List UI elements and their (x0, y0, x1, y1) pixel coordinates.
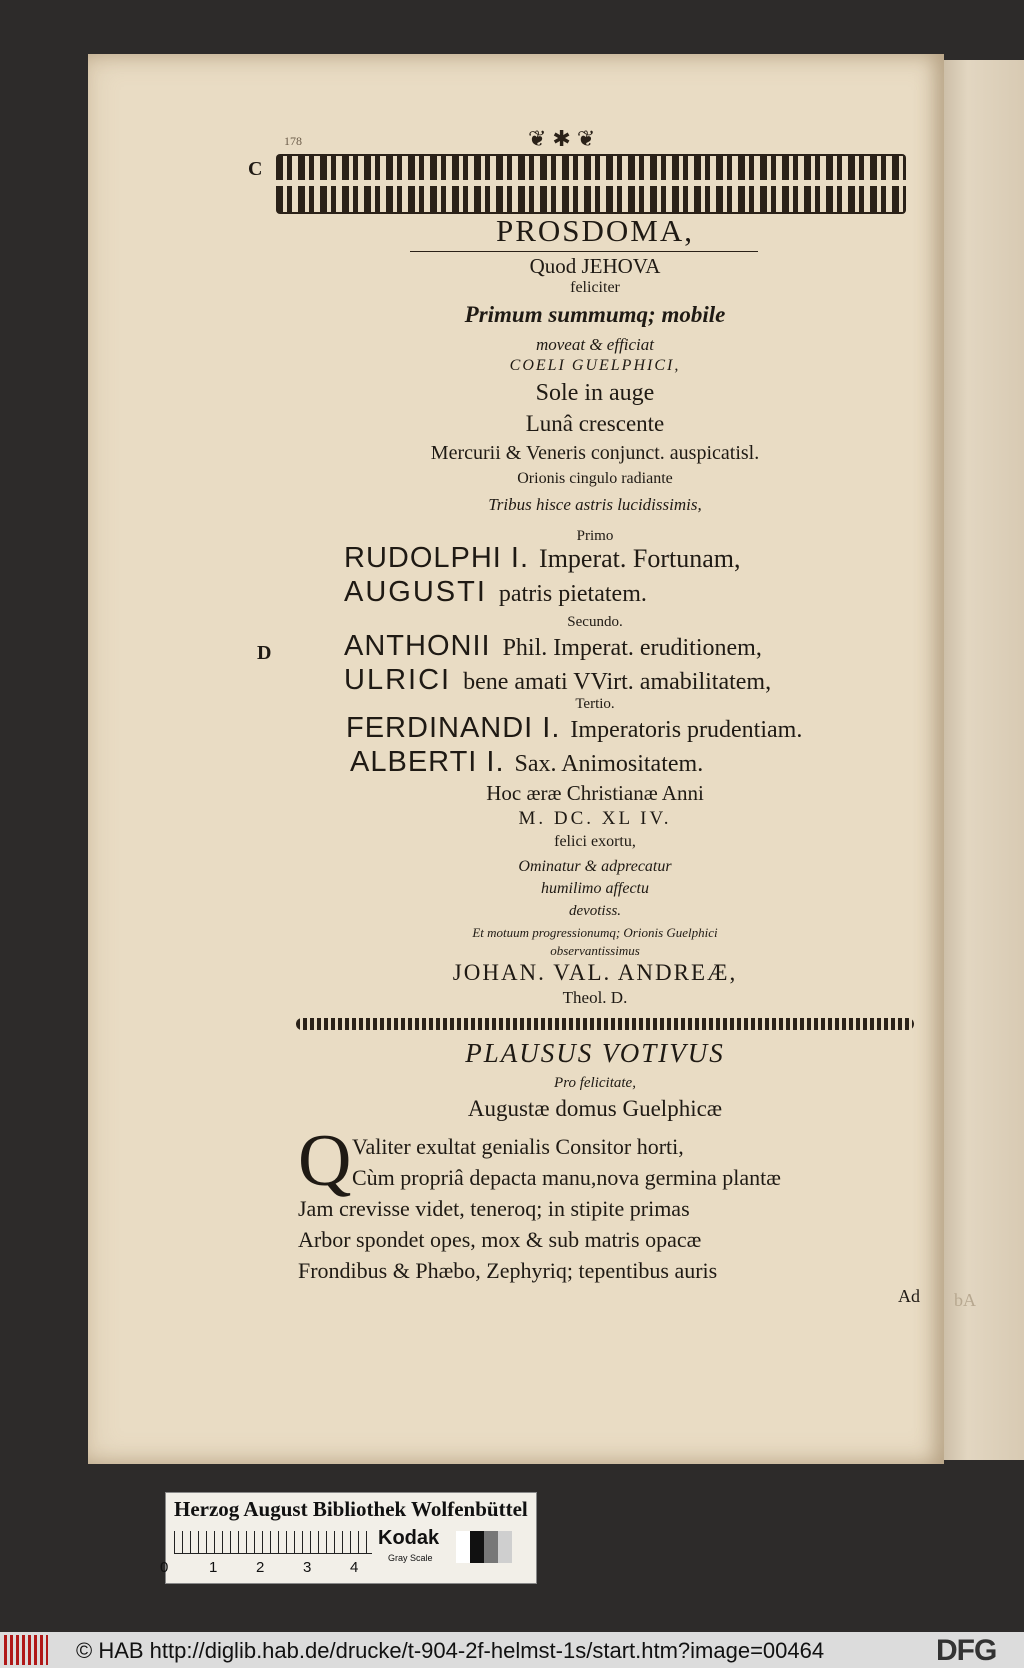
library-label (160, 1492, 537, 1584)
ornamental-rule (296, 1018, 914, 1030)
honoree-name: RUDOLPHI I. (344, 542, 530, 574)
poem-line-5: Frondibus & Phæbo, Zephyriq; tepentibus auris (298, 1258, 718, 1283)
honoree-virtue: Sax. Animositatem. (514, 751, 704, 777)
catchword: Ad (898, 1286, 920, 1306)
honoree-line-ulrici (344, 664, 771, 697)
poem-line-2: Cùm propriâ depacta manu,nova germina plantæ (352, 1165, 781, 1190)
plausus-subtitle-domus: Augustæ domus Guelphicæ (467, 1096, 723, 1121)
hab-barcode-logo-icon (4, 1635, 48, 1665)
primo-label: Primo (576, 528, 614, 544)
honoree-line-alberti (350, 746, 703, 779)
honoree-name: FERDINANDI I. (346, 712, 561, 744)
closing-line-humilimo: humilimo affectu (541, 880, 649, 897)
dfg-logo: DFG (936, 1634, 997, 1667)
gray-swatch-white (456, 1531, 470, 1563)
poem-line-1: Valiter exultat genialis Consitor horti, (352, 1134, 684, 1159)
author-title: Theol. D. (562, 988, 628, 1007)
facing-page-edge (944, 60, 1024, 1460)
ruler-number: 0 (160, 1559, 169, 1576)
headpiece-ornament-icon: ❦✱❦ (528, 126, 602, 151)
closing-line-motuum: Et motuum progressionumq; Orionis Guelphici (472, 925, 718, 940)
plausus-subtitle-pro: Pro felicitate, (554, 1075, 636, 1091)
ruler-number: 4 (350, 1559, 359, 1576)
facing-page-ghost-text: bA (954, 1290, 976, 1310)
closing-line-hoc: Hoc æræ Christianæ Anni (486, 781, 704, 805)
honoree-virtue: Imperat. Fortunam, (539, 544, 741, 573)
honoree-name: ALBERTI I. (350, 746, 505, 778)
honoree-line-anthonii (344, 630, 762, 663)
honoree-line-ferdinandi (346, 712, 802, 745)
honoree-virtue: Phil. Imperat. eruditionem, (502, 635, 762, 661)
prosdoma-title: PROSDOMA, (495, 213, 695, 248)
poem-line-4: Arbor spondet opes, mox & sub matris opacæ (298, 1227, 702, 1252)
prosdoma-line-luna: Lunâ crescente (525, 411, 665, 436)
closing-line-observantissimus: observantissimus (550, 943, 640, 958)
page-number: 178 (284, 134, 302, 148)
gray-swatch-light (498, 1531, 512, 1563)
author-name: JOHAN. VAL. ANDREÆ, (452, 960, 738, 985)
prosdoma-line-primum: Primum summumq; mobile (464, 302, 726, 327)
ruler-number: 1 (209, 1559, 218, 1576)
honoree-virtue: bene amati VVirt. amabilitatem, (463, 669, 772, 695)
prosdoma-line-tribus: Tribus hisce astris lucidissimis, (488, 495, 702, 514)
prosdoma-line-orionis: Orionis cingulo radiante (517, 470, 673, 487)
honoree-virtue: Imperatoris prudentiam. (570, 717, 803, 743)
gray-swatch-black (470, 1531, 484, 1563)
honoree-name: AUGUSTI (344, 576, 487, 608)
decorative-headband (276, 154, 906, 214)
title-rule (410, 251, 758, 252)
footer-bar (0, 1632, 1024, 1668)
margin-marker-d: D (257, 642, 272, 664)
plausus-title: PLAUSUS VOTIVUS (465, 1038, 725, 1068)
honoree-line-rudolphi (344, 542, 740, 575)
tertio-label: Tertio. (575, 696, 615, 712)
kodak-logo: Kodak (378, 1527, 440, 1549)
footer-link[interactable]: © HAB http://diglib.hab.de/drucke/t-904-2f-helmst-1s/start.htm?image=00464 (76, 1638, 825, 1663)
margin-marker-c: C (248, 158, 263, 180)
gray-swatch-gray (484, 1531, 498, 1563)
prosdoma-line-sole: Sole in auge (535, 380, 655, 406)
prosdoma-line-feliciter: feliciter (570, 279, 620, 296)
secundo-label: Secundo. (567, 614, 623, 630)
prosdoma-line-mercurii: Mercurii & Veneris conjunct. auspicatisl. (430, 442, 760, 464)
honoree-name: ULRICI (344, 664, 452, 696)
poem-line-3: Jam crevisse videt, teneroq; in stipite primas (298, 1196, 690, 1221)
honoree-line-augusti (344, 576, 647, 609)
closing-line-felici: felici exortu, (554, 833, 636, 850)
closing-line-devotiss: devotiss. (568, 903, 622, 919)
measurement-ruler (174, 1531, 372, 1554)
closing-line-ominatur: Ominatur & adprecatur (518, 858, 672, 875)
honoree-name: ANTHONII (344, 630, 491, 662)
closing-line-year: M. DC. XL IV. (518, 808, 672, 829)
gray-scale-label: Gray Scale (388, 1553, 433, 1563)
drop-cap: Q (298, 1120, 352, 1202)
ruler-number: 2 (256, 1559, 265, 1576)
ruler-number: 3 (303, 1559, 312, 1576)
prosdoma-line-quod: Quod JEHOVA (529, 254, 661, 278)
prosdoma-line-moveat: moveat & efficiat (535, 335, 655, 354)
honoree-virtue: patris pietatem. (498, 581, 647, 607)
library-label-title: Herzog August Bibliothek Wolfenbüttel (174, 1497, 528, 1521)
prosdoma-line-coeli: COELI GUELPHICI, (509, 357, 681, 374)
